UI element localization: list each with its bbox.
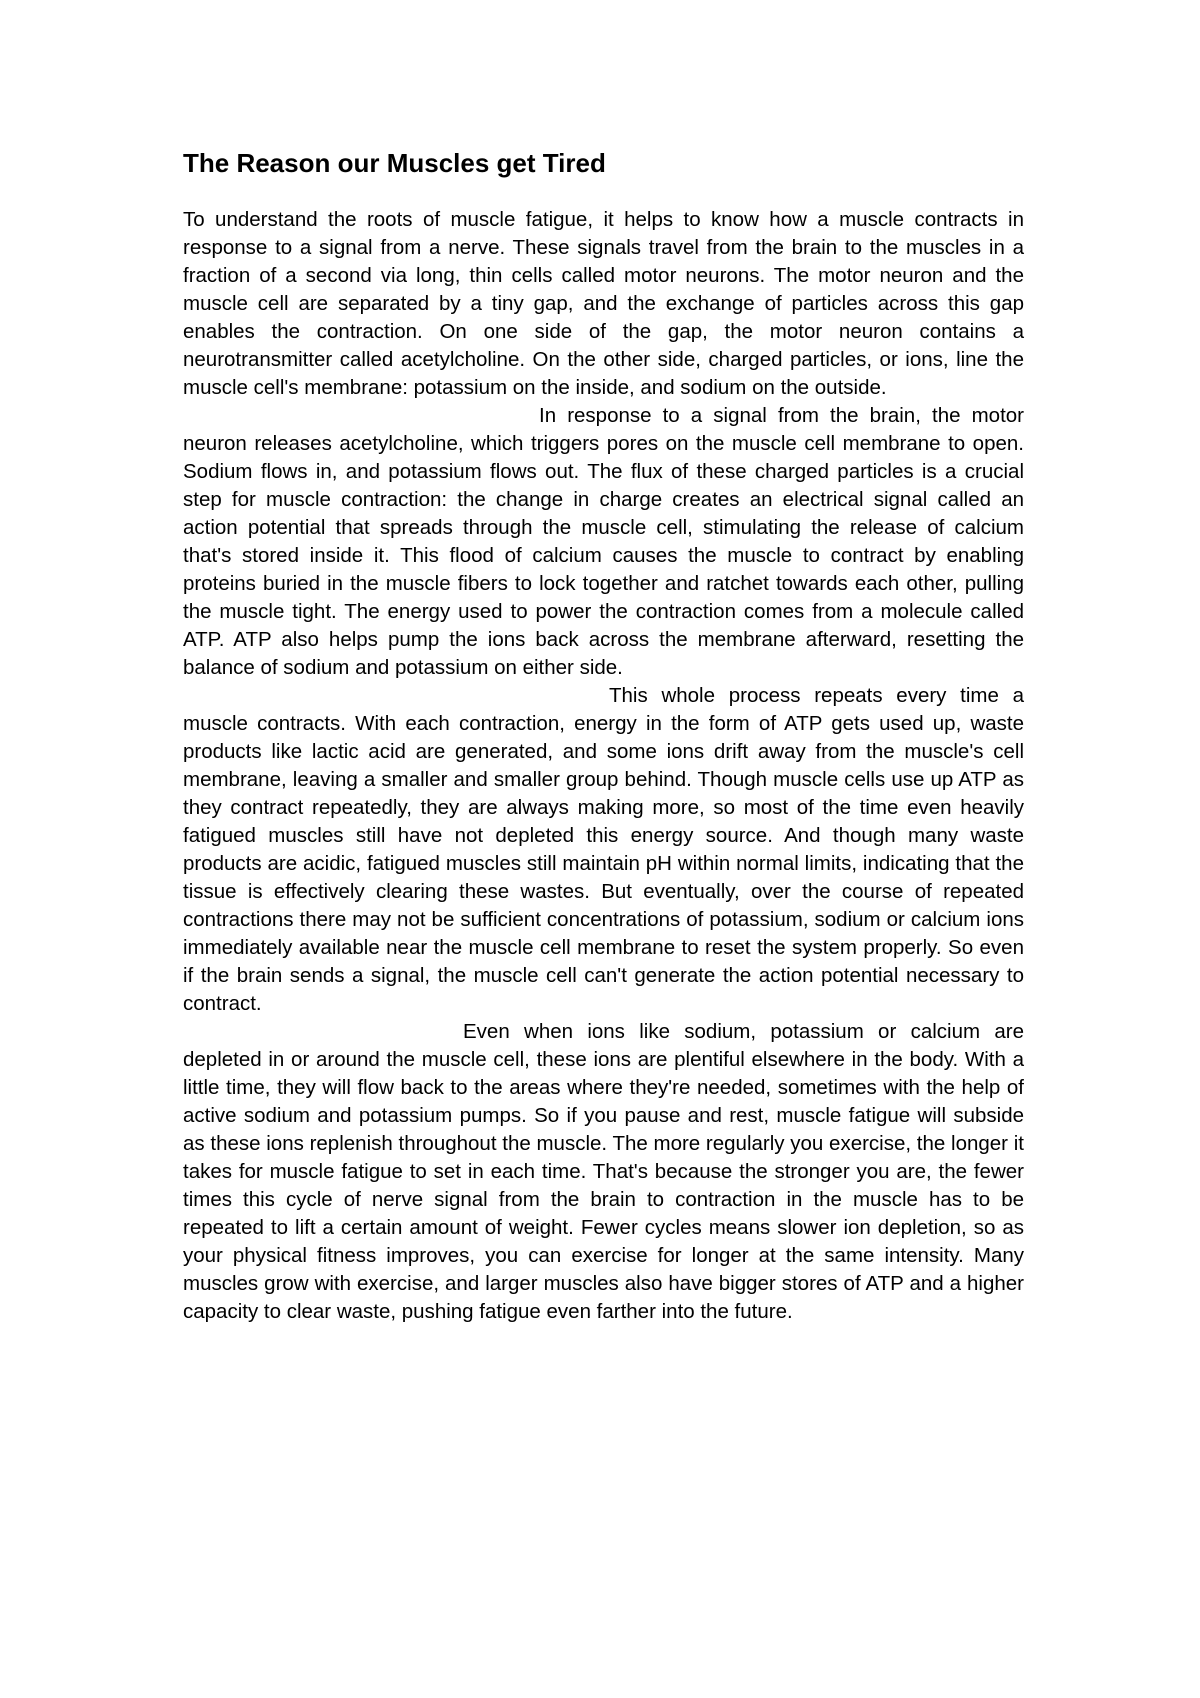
document-title: The Reason our Muscles get Tired (183, 148, 606, 178)
paragraph-action-potential: In response to a signal from the brain, the motor neuron releases acetylcholine, which triggers pores on the muscle cell membrane to open. Sodium flows in, and potassium flows out. The flux of these charged particles is a crucial step for muscle contraction: the change in charge creates an electrical signal called an action potential that spreads through the muscle cell, stimulating the release of calcium that's stored inside it. This flood of calcium causes the muscle to contract by enabling proteins buried in the muscle fibers to lock together and ratchet towards each other, pulling the muscle tight. The energy used to power the contraction comes from a molecule called ATP. ATP also helps pump the ions back across the membrane afterward, resetting the balance of sodium and potassium on either side. (183, 404, 1024, 679)
document-body (183, 146, 1024, 1326)
paragraph-fatigue-process: This whole process repeats every time a muscle contracts. With each contraction, energy in the form of ATP gets used up, waste products like lactic acid are generated, and some ions drift away from the muscle's cell membrane, leaving a smaller and smaller group behind. Though muscle cells use up ATP as they contract repeatedly, they are always making more, so most of the time even heavily fatigued muscles still have not depleted this energy source. And though many waste products are acidic, fatigued muscles still maintain pH within normal limits, indicating that the tissue is effectively clearing these wastes. But eventually, over the course of repeated contractions there may not be sufficient concentrations of potassium, sodium or calcium ions immediately available near the muscle cell membrane to reset the system properly. So even if the brain sends a signal, the muscle cell can't generate the action potential necessary to contract. (183, 684, 1024, 1015)
paragraph-muscle-contraction-intro: To understand the roots of muscle fatigue, it helps to know how a muscle contracts in response to a signal from a nerve. These signals travel from the brain to the muscles in a fraction of a second via long, thin cells called motor neurons. The motor neuron and the muscle cell are separated by a tiny gap, and the exchange of particles across this gap enables the contraction. On one side of the gap, the motor neuron contains a neurotransmitter called acetylcholine. On the other side, charged particles, or ions, line the muscle cell's membrane: potassium on the inside, and sodium on the outside. (183, 208, 1024, 399)
paragraph-recovery: Even when ions like sodium, potassium or calcium are depleted in or around the muscle cell, these ions are plentiful elsewhere in the body. With a little time, they will flow back to the areas where they're needed, sometimes with the help of active sodium and potassium pumps. So if you pause and rest, muscle fatigue will subside as these ions replenish throughout the muscle. The more regularly you exercise, the longer it takes for muscle fatigue to set in each time. That's because the stronger you are, the fewer times this cycle of nerve signal from the brain to contraction in the muscle has to be repeated to lift a certain amount of weight. Fewer cycles means slower ion depletion, so as your physical fitness improves, you can exercise for longer at the same intensity. Many muscles grow with exercise, and larger muscles also have bigger stores of ATP and a higher capacity to clear waste, pushing fatigue even farther into the future. (183, 1020, 1024, 1323)
